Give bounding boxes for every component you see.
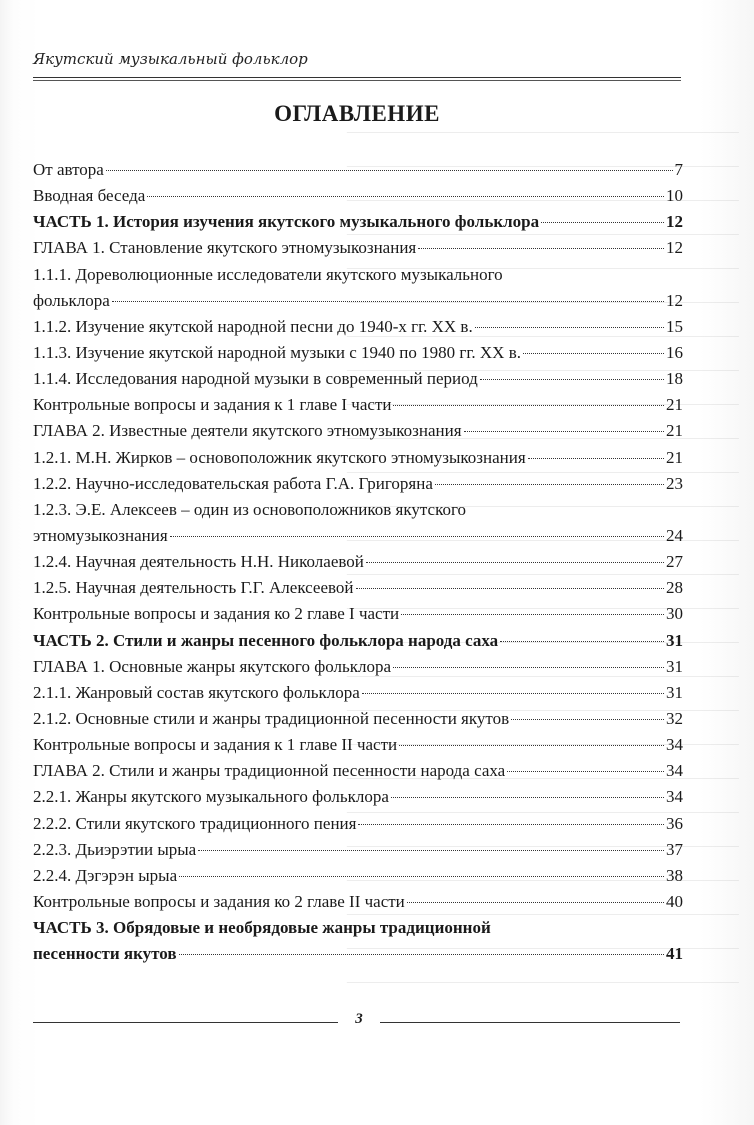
toc-entry [33, 863, 683, 889]
toc-entry-title: 1.2.1. М.Н. Жирков – основоположник якутского этномузыкознания [33, 447, 526, 467]
toc-entry [33, 340, 683, 366]
toc-entry [33, 758, 683, 784]
toc-entry-page: 24 [666, 525, 683, 545]
toc-entry-title: фольклора [33, 290, 110, 310]
header-rule [33, 77, 681, 78]
toc-entry [33, 889, 683, 915]
dot-leader [393, 405, 664, 406]
toc-entry-page: 31 [666, 630, 683, 650]
toc-entry-title: Контрольные вопросы и задания ко 2 главе II части [33, 891, 405, 911]
dot-leader [391, 797, 664, 798]
dot-leader [511, 719, 664, 720]
toc-entry-title: 2.1.1. Жанровый состав якутского фольклора [33, 682, 360, 702]
toc-entry-page: 21 [666, 395, 683, 415]
toc-entry [33, 680, 683, 706]
toc-entry-title: ЧАСТЬ 1. История изучения якутского музыкального фольклора [33, 212, 540, 232]
toc-entry-title: 2.2.3. Дьиэрэтии ырыа [33, 839, 197, 859]
toc-entry-page: 34 [666, 735, 683, 755]
toc-entry-page: 30 [666, 604, 683, 624]
dot-leader [500, 641, 664, 642]
dot-leader [507, 771, 664, 772]
toc-entry-title: От автора [33, 160, 104, 179]
toc-entry [33, 497, 683, 523]
toc-entry-page: 21 [666, 421, 683, 441]
toc-entry-page: 34 [666, 761, 683, 781]
running-head: Якутский музыкальный фольклор [33, 50, 308, 68]
toc-entry-page: 37 [666, 839, 683, 859]
toc-entry-page: 28 [666, 578, 683, 598]
toc-entry-page: 36 [666, 813, 683, 833]
toc-entry-page: 23 [666, 473, 683, 493]
toc-entry [33, 418, 683, 444]
dot-leader [179, 954, 664, 955]
toc-entry-page: 38 [666, 865, 683, 885]
dot-leader [464, 431, 664, 432]
toc-entry-title: 1.1.1. Дореволюционные исследователи якутского музыкального [33, 264, 503, 284]
toc-entry-title: этномузыкознания [33, 525, 168, 545]
footer-rule-left [33, 1022, 338, 1023]
toc-entry-title: ГЛАВА 2. Стили и жанры традиционной песенности народа саха [33, 761, 506, 781]
toc-entry-title: ГЛАВА 2. Известные деятели якутского этномузыкознания [33, 421, 462, 441]
toc-entry [33, 654, 683, 680]
toc-entry-title: 1.2.5. Научная деятельность Г.Г. Алексеевой [33, 578, 354, 598]
toc-entry [33, 392, 683, 418]
toc-entry-title: Вводная беседа [33, 186, 146, 206]
toc-entry [33, 262, 683, 288]
toc-entry [33, 471, 683, 497]
toc-entry-title: Контрольные вопросы и задания к 1 главе II части [33, 735, 398, 755]
page-title: ОГЛАВЛЕНИЕ [274, 101, 440, 126]
toc-entry [33, 366, 683, 392]
dot-leader [179, 876, 664, 877]
toc-entry [33, 314, 683, 340]
toc-entry-title: ЧАСТЬ 3. Обрядовые и необрядовые жанры традиционной [33, 918, 491, 938]
toc-entry [33, 575, 683, 601]
dot-leader [106, 170, 673, 171]
toc-entry-title: ГЛАВА 1. Становление якутского этномузыкознания [33, 238, 417, 258]
toc-entry-title: 2.2.1. Жанры якутского музыкального фольклора [33, 787, 389, 807]
toc-entry-page: 10 [666, 186, 683, 206]
toc-entry [33, 941, 683, 967]
toc-entry-page: 18 [666, 369, 683, 389]
toc-entry-title: ГЛАВА 1. Основные жанры якутского фольклора [33, 656, 392, 676]
toc-entry-title: 1.2.3. Э.Е. Алексеев – один из основоположников якутского [33, 499, 467, 519]
dot-leader [362, 693, 664, 694]
toc-entry-title: ЧАСТЬ 2. Стили и жанры песенного фольклора народа саха [33, 630, 499, 650]
toc-entry-page: 27 [666, 552, 683, 572]
toc-entry [33, 732, 683, 758]
toc-entry-title: 1.1.4. Исследования народной музыки в современный период [33, 369, 478, 389]
toc-entry [33, 811, 683, 837]
toc-entry-title: 1.1.3. Изучение якутской народной музыки с 1940 по 1980 гг. XX в. [33, 342, 521, 362]
toc-entry [33, 523, 683, 549]
dot-leader [366, 562, 664, 563]
toc-entry-title: Контрольные вопросы и задания к 1 главе I части [33, 395, 392, 415]
toc-entry-page: 40 [666, 891, 683, 911]
dot-leader [356, 588, 664, 589]
toc-entry [33, 706, 683, 732]
toc-entry-page: 21 [666, 447, 683, 467]
footer-rule-right [380, 1022, 680, 1023]
toc-entry [33, 183, 683, 209]
dot-leader [399, 745, 664, 746]
toc-entry-page: 34 [666, 787, 683, 807]
toc-entry [33, 235, 683, 261]
toc-entry [33, 209, 683, 235]
dot-leader [435, 484, 664, 485]
dot-leader [393, 667, 664, 668]
toc-entry-page: 12 [666, 212, 683, 232]
toc-entry [33, 784, 683, 810]
toc-entry-page: 31 [666, 682, 683, 702]
toc-entry-page: 41 [666, 944, 683, 964]
toc-entry-title: 2.1.2. Основные стили и жанры традиционной песенности якутов [33, 708, 510, 728]
toc-entry-title: 1.2.2. Научно-исследовательская работа Г.А. Григоряна [33, 473, 433, 493]
toc-entry [33, 628, 683, 654]
dot-leader [198, 850, 664, 851]
toc-entry-page: 12 [666, 290, 683, 310]
toc-entry [33, 837, 683, 863]
toc-entry-page: 7 [674, 160, 683, 179]
toc-entry-page: 16 [666, 342, 683, 362]
page-number: 3 [355, 1011, 363, 1027]
toc-entry [33, 549, 683, 575]
toc-entry-title: 1.1.2. Изучение якутской народной песни до 1940-х гг. XX в. [33, 316, 473, 336]
toc-entry-title: 2.2.2. Стили якутского традиционного пения [33, 813, 357, 833]
toc-entry-page: 15 [666, 316, 683, 336]
dot-leader [480, 379, 664, 380]
dot-leader [407, 902, 664, 903]
dot-leader [170, 536, 664, 537]
dot-leader [401, 614, 664, 615]
toc-entry-title: Контрольные вопросы и задания ко 2 главе I части [33, 604, 400, 624]
toc-entry [33, 157, 683, 183]
toc-entry-page: 12 [666, 238, 683, 258]
toc-entry-title: 2.2.4. Дэгэрэн ырыа [33, 865, 178, 885]
toc-entry-title: 1.2.4. Научная деятельность Н.Н. Николаевой [33, 552, 364, 572]
toc-entry [33, 445, 683, 471]
dot-leader [528, 458, 664, 459]
toc-entry-page: 31 [666, 656, 683, 676]
dot-leader [541, 222, 664, 223]
table-of-contents [33, 157, 683, 967]
toc-entry-page: 32 [666, 708, 683, 728]
toc-entry [33, 288, 683, 314]
toc-entry-title: песенности якутов [33, 944, 177, 964]
dot-leader [358, 824, 664, 825]
dot-leader [112, 301, 664, 302]
dot-leader [475, 327, 664, 328]
toc-entry [33, 915, 683, 941]
toc-entry [33, 601, 683, 627]
dot-leader [523, 353, 664, 354]
dot-leader [418, 248, 664, 249]
header-rule-thin [33, 80, 681, 81]
dot-leader [147, 196, 664, 197]
